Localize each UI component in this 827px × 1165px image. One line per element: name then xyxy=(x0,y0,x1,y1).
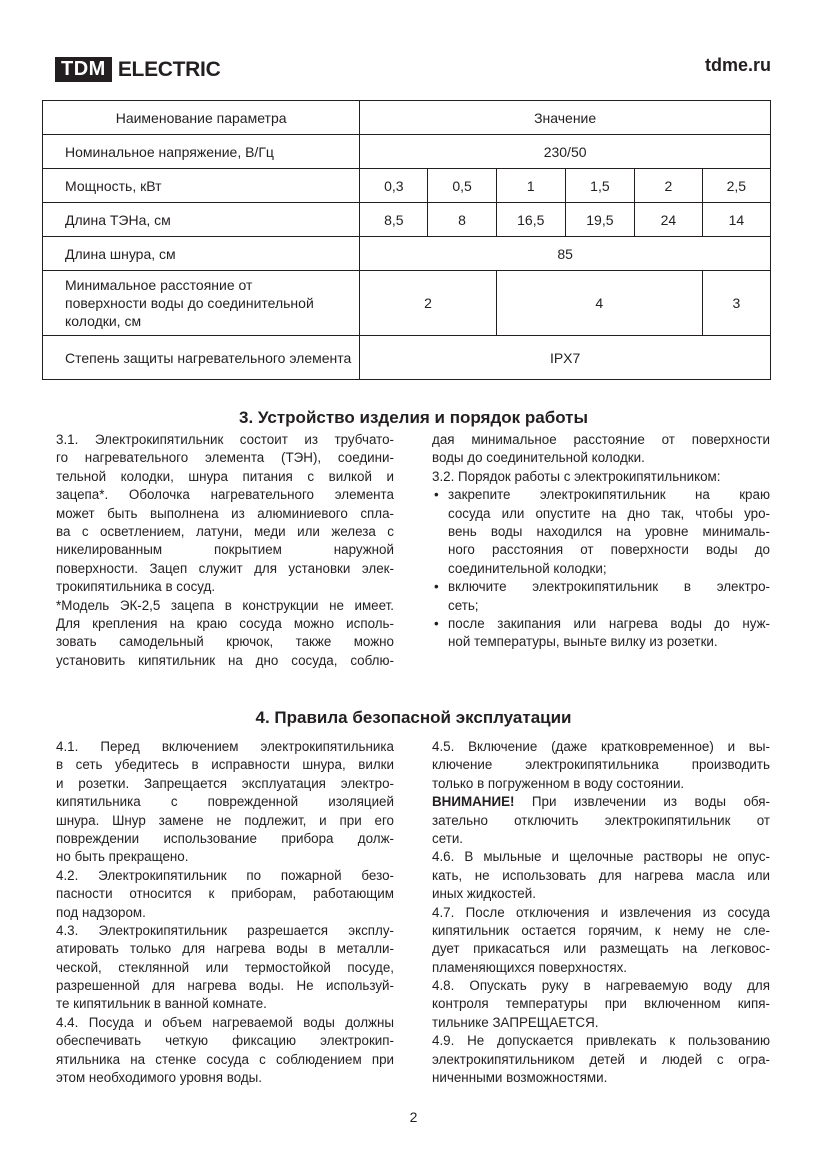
text-line: шнура. Шнур замене не подлежит, и при его xyxy=(56,812,394,828)
logo-box: TDM xyxy=(55,57,112,82)
text-line: никелированным покрытием наружной xyxy=(56,542,394,558)
param-value: 1 xyxy=(496,169,565,203)
text-line: только в погруженном в воду состоянии. xyxy=(432,775,685,791)
text-line: тельной колодки, шнура питания с вилкой и xyxy=(56,468,394,484)
text-line: 4.9. Не допускается привлекать к пользованию xyxy=(432,1033,770,1049)
section-4-left-column xyxy=(56,738,394,1087)
text-line: дует прикасаться или размещать на легковос- xyxy=(432,941,770,957)
param-value: 2 xyxy=(360,271,496,336)
text-line: ного расстояния от поверхности воды до xyxy=(448,542,770,558)
text-line: те кипятильник в ванной комнате. xyxy=(56,996,267,1012)
specifications-table xyxy=(42,100,771,380)
text-line: ключение электрокипятильника производить xyxy=(432,757,770,773)
bullet-line: • включите электрокипятильник в электро- xyxy=(432,578,770,596)
text-line: электрокипятильником детей и людей с огра- xyxy=(432,1051,770,1067)
table-header-row xyxy=(43,101,771,135)
param-value: 0,5 xyxy=(428,169,496,203)
text-line: *Модель ЭК-2,5 зацепа в конструкции не имеет. xyxy=(56,597,394,613)
text-line: сеть; xyxy=(448,597,479,613)
text-line: соединительной колодки; xyxy=(448,560,607,576)
param-value: 1,5 xyxy=(565,169,634,203)
param-value: 85 xyxy=(360,237,771,271)
table-row xyxy=(43,135,771,169)
param-label: Длина шнура, см xyxy=(43,237,360,271)
text-line: го нагревательного элемента (ТЭН), соедини- xyxy=(56,450,394,466)
text-line: Для крепления на краю сосуда можно исполь- xyxy=(56,615,394,631)
text-line: повреждении использование прибора долж- xyxy=(56,830,394,846)
text-line: в сеть убедитесь в исправности шнура, вилки xyxy=(56,757,394,773)
param-label: Мощность, кВт xyxy=(43,169,360,203)
param-label: Номинальное напряжение, В/Гц xyxy=(43,135,360,169)
table-row xyxy=(43,169,771,203)
bullet-line: • после закипания или нагрева воды до нуж- xyxy=(432,615,770,633)
text-line: кать, не использовать для нагрева масла или xyxy=(432,867,770,883)
header-parameter: Наименование параметра xyxy=(43,101,360,135)
section-3-title: 3. Устройство изделия и порядок работы xyxy=(238,408,588,427)
logo-text: ELECTRIC xyxy=(117,57,221,81)
text-line: ной температуры, выньте вилку из розетки. xyxy=(448,634,718,650)
table-row xyxy=(43,237,771,271)
text-line: зацепа*. Оболочка нагревательного элемента xyxy=(56,487,394,503)
text-line: 4.3. Электрокипятильник разрешается эксплу- xyxy=(56,922,394,938)
param-value: 3 xyxy=(702,271,770,336)
text-line: 3.2. Порядок работы с электрокипятильником: xyxy=(432,468,721,484)
page-number: 2 xyxy=(409,1109,418,1125)
text-line: кипятильника с поврежденной изоляцией xyxy=(56,794,394,810)
text-line: сосуда или опустите на дно так, чтобы уро- xyxy=(448,505,770,521)
section-3-left-column xyxy=(56,431,394,670)
bullet-line: • закрепите электрокипятильник на краю xyxy=(432,486,770,504)
param-value: 8,5 xyxy=(360,203,428,237)
text-line: вень воды находился на уровне минималь- xyxy=(448,523,770,539)
param-value: 8 xyxy=(428,203,496,237)
header-value: Значение xyxy=(360,101,771,135)
text-line: контроля температуры при включенном кипя- xyxy=(432,996,770,1012)
warning-label: ВНИМАНИЕ! xyxy=(432,794,515,810)
text-line: обеспечивать четкую фиксацию электрокип- xyxy=(56,1033,394,1049)
text-line: зательно отключить электрокипятильник от xyxy=(432,812,770,828)
text-line: этом необходимого уровня воды. xyxy=(56,1070,263,1086)
text-span: При извлечении из воды обя- xyxy=(514,794,770,810)
param-value: 2 xyxy=(634,169,702,203)
text-line: 4.5. Включение (даже кратковременное) и вы- xyxy=(432,739,770,754)
section-3-right-column xyxy=(432,431,770,652)
section-4-right-column xyxy=(432,738,770,1087)
table-row xyxy=(43,271,771,336)
text-line: разрешенной для нагрева воды. Не используй- xyxy=(56,978,394,994)
text-line: иных жидкостей. xyxy=(432,886,536,902)
text-line: но быть прекращено. xyxy=(56,849,189,865)
text-line: 3.1. Электрокипятильник состоит из трубчато- xyxy=(56,432,394,447)
text-line: 4.1. Перед включением электрокипятильника xyxy=(56,739,394,754)
text-line: 4.8. Опускать руку в нагреваемую воду для xyxy=(432,978,770,994)
section-4-title: 4. Правила безопасной эксплуатации xyxy=(255,708,572,727)
text-line: тильнике ЗАПРЕЩАЕТСЯ. xyxy=(432,1014,599,1030)
param-value: 2,5 xyxy=(702,169,770,203)
text-line: установить кипятильник на дно сосуда, соблю- xyxy=(56,652,394,668)
text-line: сети. xyxy=(432,830,464,846)
table-row xyxy=(43,203,771,237)
text-line: атировать только для нагрева воды в металли- xyxy=(56,941,394,957)
tdm-electric-logo xyxy=(55,57,220,82)
param-label: Степень защиты нагревательного элемента xyxy=(43,336,360,380)
text-line: ятильника на стенке сосуда с соблюдением при xyxy=(56,1051,394,1067)
text-line: поверхности. Зацеп служит для установки элек- xyxy=(56,560,394,576)
param-value: 0,3 xyxy=(360,169,428,203)
param-value: 230/50 xyxy=(360,135,771,169)
text-line: 4.2. Электрокипятильник по пожарной безо- xyxy=(56,867,394,883)
text-line: трокипятильника в сосуд. xyxy=(56,579,216,595)
text-line: пламеняющихся поверхностях. xyxy=(432,959,628,975)
param-value: 16,5 xyxy=(496,203,565,237)
param-value: 14 xyxy=(702,203,770,237)
text-line: 4.7. После отключения и извлечения из сосуда xyxy=(432,904,770,920)
param-value: 4 xyxy=(496,271,702,336)
website: tdme.ru xyxy=(704,55,771,75)
table-row xyxy=(43,336,771,380)
param-value: 19,5 xyxy=(565,203,634,237)
text-line: ниченными возможностями. xyxy=(432,1070,608,1086)
text-line: зовать самодельный крючок, также можно xyxy=(56,634,394,650)
param-value: IPX7 xyxy=(360,336,771,380)
text-line xyxy=(432,793,770,811)
text-line: кипятильник остается горячим, к нему не сле- xyxy=(432,922,770,938)
text-line: пасности относится к приборам, работающим xyxy=(56,886,394,902)
param-label: Длина ТЭНа, см xyxy=(43,203,360,237)
text-line: может быть выполнена из алюминиевого спла- xyxy=(56,505,394,521)
param-label: Минимальное расстояние от поверхности воды до соединительной колодки, см xyxy=(43,271,360,336)
text-line: и розетки. Запрещается эксплуатация электро- xyxy=(56,775,394,791)
text-line: дая минимальное расстояние от поверхности xyxy=(432,432,770,447)
text-line: 4.6. В мыльные и щелочные растворы не опус- xyxy=(432,849,770,865)
text-line: 4.4. Посуда и объем нагреваемой воды должны xyxy=(56,1014,394,1030)
text-line: ва с осветлением, латуни, меди или железа с xyxy=(56,523,394,539)
param-value: 24 xyxy=(634,203,702,237)
text-line: под надзором. xyxy=(56,904,146,920)
text-line: воды до соединительной колодки. xyxy=(432,450,645,466)
text-line: ческой, стеклянной или термостойкой посуде, xyxy=(56,959,394,975)
